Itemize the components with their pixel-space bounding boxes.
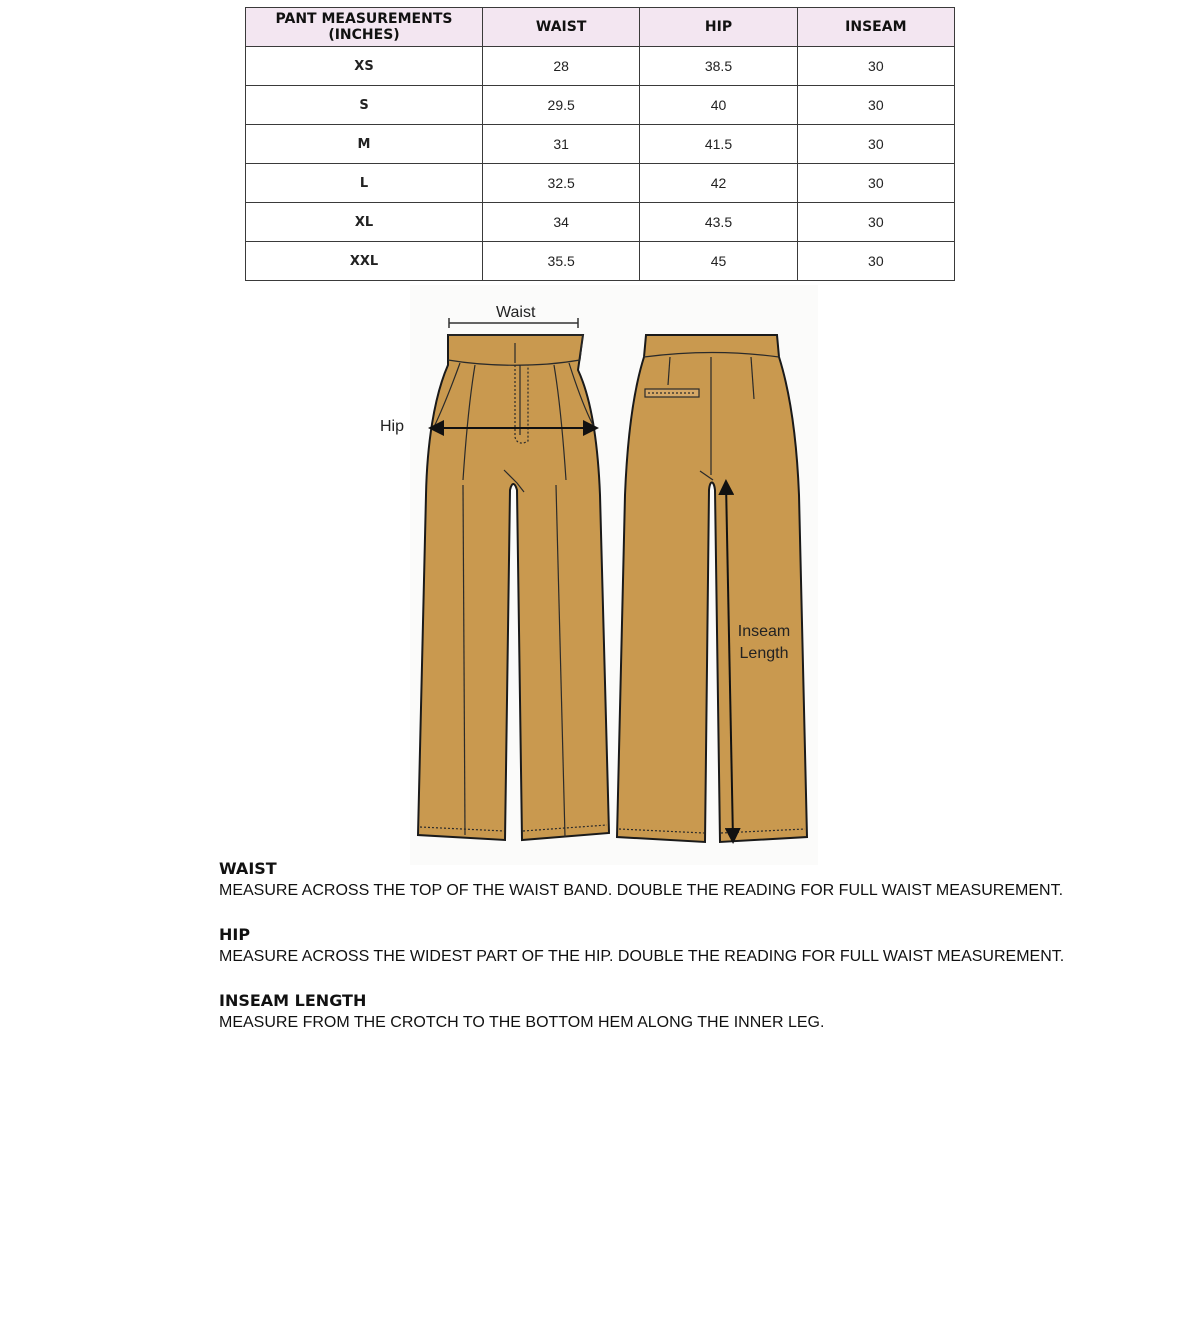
inseam-label-line1: Inseam (737, 623, 791, 640)
table-row (246, 47, 955, 86)
waist-cell: 28 (483, 47, 640, 86)
header-measurements: PANT MEASUREMENTS (INCHES) (246, 8, 483, 47)
table-row (246, 203, 955, 242)
note-title: INSEAM LENGTH (219, 991, 367, 1010)
size-chart-table (245, 7, 955, 281)
note-body: MEASURE ACROSS THE WIDEST PART OF THE HIP. DOUBLE THE READING FOR FULL WAIST MEASUREMENT. (219, 948, 1065, 965)
pants-measurement-diagram (370, 285, 830, 865)
inseam-cell: 30 (797, 242, 954, 281)
note-body: MEASURE ACROSS THE TOP OF THE WAIST BAND. DOUBLE THE READING FOR FULL WAIST MEASUREMENT. (219, 882, 1064, 899)
waist-cell: 29.5 (483, 86, 640, 125)
note-title: WAIST (219, 859, 277, 878)
size-cell: XS (246, 47, 483, 86)
size-cell: L (246, 164, 483, 203)
note-waist (219, 858, 1119, 902)
header-hip: HIP (640, 8, 797, 47)
waist-cell: 31 (483, 125, 640, 164)
header-inseam: INSEAM (797, 8, 954, 47)
inseam-cell: 30 (797, 86, 954, 125)
inseam-cell: 30 (797, 125, 954, 164)
size-cell: XXL (246, 242, 483, 281)
table-row (246, 242, 955, 281)
note-hip (219, 924, 1119, 968)
table-header-row (246, 8, 955, 47)
hip-cell: 41.5 (640, 125, 797, 164)
note-title: HIP (219, 925, 251, 944)
pants-illustration (370, 285, 830, 865)
table-row (246, 86, 955, 125)
inseam-cell: 30 (797, 47, 954, 86)
waist-cell: 35.5 (483, 242, 640, 281)
inseam-cell: 30 (797, 203, 954, 242)
waist-cell: 34 (483, 203, 640, 242)
note-body: MEASURE FROM THE CROTCH TO THE BOTTOM HEM ALONG THE INNER LEG. (219, 1014, 825, 1031)
inseam-label-line2: Length (739, 645, 789, 662)
hip-cell: 42 (640, 164, 797, 203)
measurement-instructions (219, 858, 1119, 1056)
waist-cell: 32.5 (483, 164, 640, 203)
table-row (246, 125, 955, 164)
inseam-label (736, 621, 792, 665)
size-cell: XL (246, 203, 483, 242)
size-cell: M (246, 125, 483, 164)
size-cell: S (246, 86, 483, 125)
hip-cell: 40 (640, 86, 797, 125)
note-inseam (219, 990, 1119, 1034)
hip-label: Hip (380, 418, 405, 435)
table-row (246, 164, 955, 203)
waist-label: Waist (496, 304, 536, 321)
hip-cell: 43.5 (640, 203, 797, 242)
hip-cell: 45 (640, 242, 797, 281)
hip-cell: 38.5 (640, 47, 797, 86)
header-waist: WAIST (483, 8, 640, 47)
inseam-cell: 30 (797, 164, 954, 203)
